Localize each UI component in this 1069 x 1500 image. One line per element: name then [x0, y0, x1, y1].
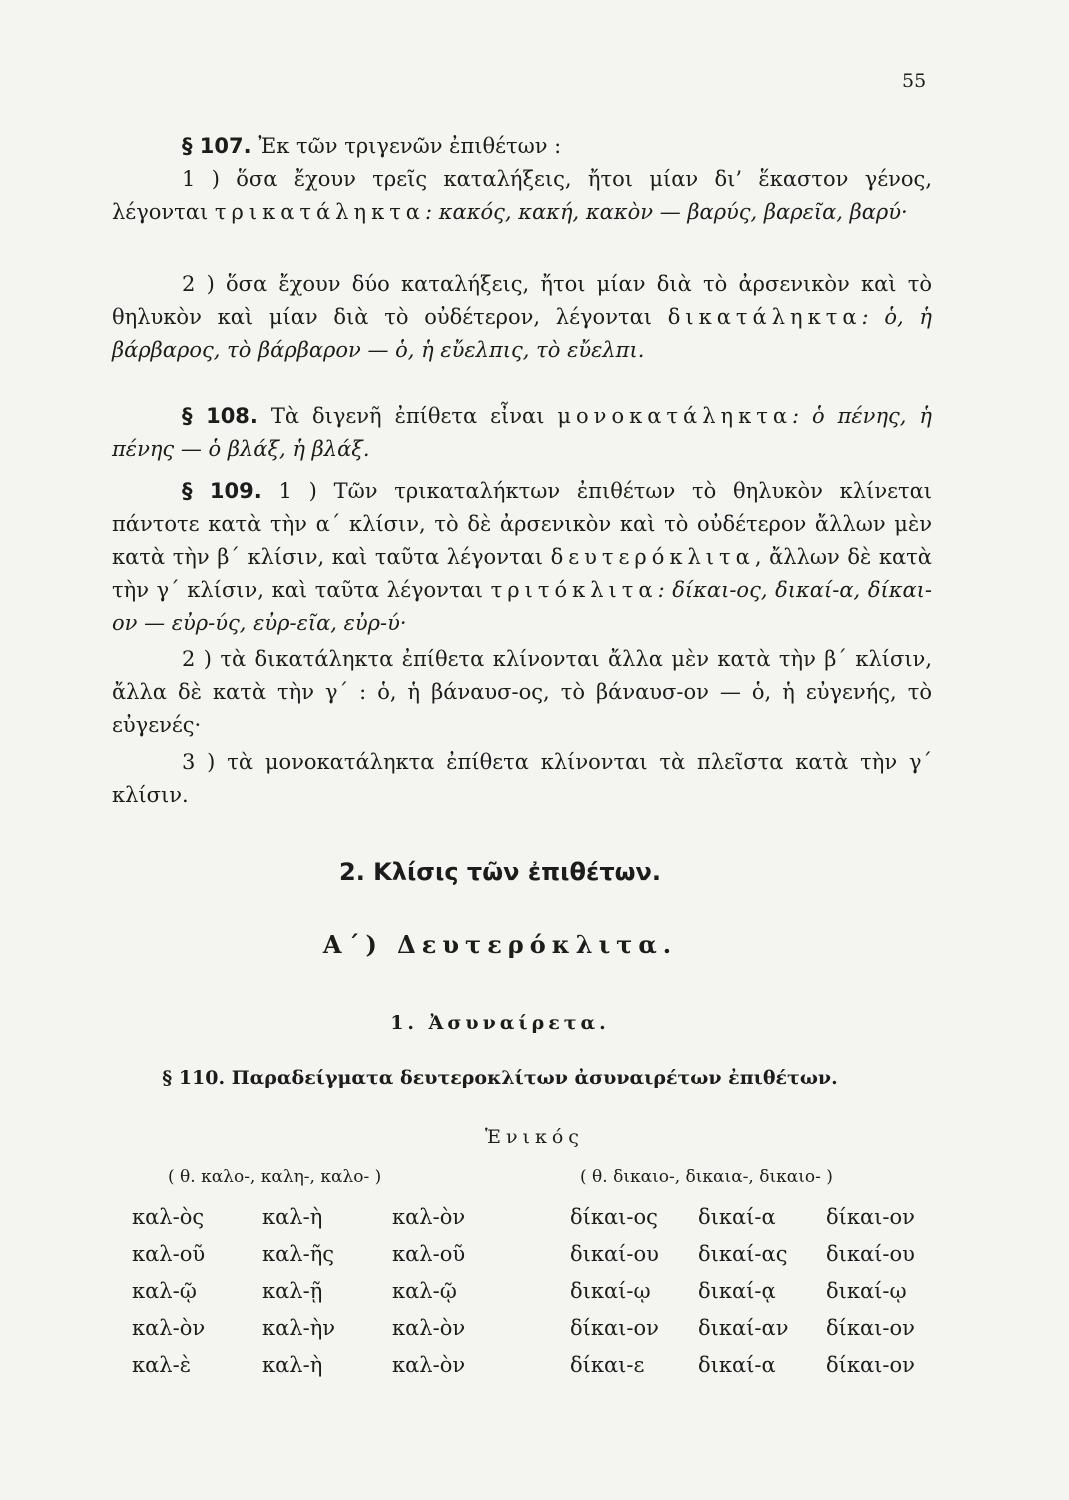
table-row — [570, 1346, 954, 1383]
table-row — [132, 1235, 522, 1272]
table-cell: καλ-ῷ — [392, 1278, 457, 1303]
section-109-item-2: 2 ) τὰ δικατάληκτα ἐπίθετα κλίνονται ἄλλα μὲν κατὰ τὴν β΄ κλίσιν, ἄλλα δὲ κατὰ τὴν γ΄ : ὁ, ἡ βάναυσ-ος, τὸ βάναυσ-ον — ὁ, ἡ εὐγενής, τὸ εὐγενές· — [112, 647, 932, 737]
table-cell: δίκαι-ε — [570, 1352, 645, 1377]
table-cell: καλ-ὴν — [262, 1315, 336, 1340]
table-row — [570, 1272, 954, 1309]
term-deuteroklita: δευτερόκλιτα — [550, 545, 755, 569]
table-row — [132, 1272, 522, 1309]
table-row — [132, 1309, 522, 1346]
table-cell: καλ-ὸν — [132, 1315, 206, 1340]
table-cell: καλ-ὴ — [262, 1352, 323, 1377]
table-cell: καλ-ῆς — [262, 1241, 335, 1266]
number-heading: Ἑνικός — [485, 1126, 584, 1148]
subchapter-heading: Α΄) Δευτερόκλιτα. — [322, 930, 678, 959]
chapter-heading: 2. Κλίσις τῶν ἐπιθέτων. — [339, 858, 661, 886]
table-cell: δικαί-ου — [826, 1241, 915, 1266]
section-number: § 107. — [182, 134, 252, 158]
table-row — [132, 1198, 522, 1235]
term-trikatalikta: τρικατάληκτα — [214, 200, 425, 224]
table-cell: δικαί-α — [698, 1352, 776, 1377]
table-cell: καλ-ὲ — [132, 1352, 191, 1377]
table-cell: δίκαι-ον — [826, 1352, 915, 1377]
subsection-heading: 1. Ἀσυναίρετα. — [390, 1012, 610, 1034]
section-107-item-2: 2 ) ὅσα ἔχουν δύο καταλήξεις, ἤτοι μίαν διὰ τὸ ἀρσενικὸν καὶ τὸ θηλυκὸν καὶ μίαν διὰ τὸ οὐδέτερον, λέγονται δικατάληκτα: ὁ, ἡ βάρβαρος, τὸ βάρβαρον — ὁ, ἡ εὔελπις, τὸ εὔελπι. — [112, 272, 932, 362]
table-row — [570, 1309, 954, 1346]
table-cell: καλ-ὸν — [392, 1352, 466, 1377]
table-cell: δικαί-ῳ — [570, 1278, 651, 1303]
stem-label-dikaios: ( θ. δικαιο-, δικαια-, δικαιο- ) — [580, 1167, 833, 1187]
table-cell: δικαί-ας — [698, 1241, 788, 1266]
table-row — [570, 1235, 954, 1272]
stem-label-kalos: ( θ. καλο-, καλη-, καλο- ) — [168, 1167, 382, 1187]
table-cell: δικαί-ου — [570, 1241, 659, 1266]
paradigm-table-dikaios — [570, 1198, 954, 1383]
section-107-intro: § 107. Ἐκ τῶν τριγενῶν ἐπιθέτων : — [182, 134, 562, 158]
section-number: § 109. — [182, 479, 262, 503]
table-cell: καλ-οῦ — [132, 1241, 206, 1266]
table-cell: καλ-ὸς — [132, 1204, 205, 1229]
table-cell: δικαί-α — [698, 1204, 776, 1229]
section-107-item-1: 1 ) ὅσα ἔχουν τρεῖς καταλήξεις, ἤτοι μίαν δι’ ἕκαστον γένος, λέγονται τρικατάληκτα: κακός, κακή, κακὸν — βαρύς, βαρεῖα, βαρύ· — [112, 167, 932, 224]
table-cell: δίκαι-ος — [570, 1204, 658, 1229]
table-cell: δικαί-ᾳ — [698, 1278, 776, 1303]
term-tritoklita: τριτόκλιτα — [490, 578, 658, 602]
table-cell: δικαί-αν — [698, 1315, 789, 1340]
paradigm-table-kalos — [132, 1198, 522, 1383]
table-cell: καλ-ὴ — [262, 1204, 323, 1229]
table-row — [570, 1198, 954, 1235]
page-number: 55 — [902, 70, 927, 92]
table-cell: δίκαι-ον — [826, 1204, 915, 1229]
section-109-item-1: § 109. 1 ) Τῶν τρικαταλήκτων ἐπιθέτων τὸ θηλυκὸν κλίνεται πάντοτε κατὰ τὴν α΄ κλίσιν, τὸ δὲ ἀρσενικὸν καὶ τὸ οὐδέτερον ἄλλων μὲν κατὰ τὴν β΄ κλίσιν, καὶ ταῦτα λέγονται δευτερόκλιτα, ἄλλων δὲ κατὰ τὴν γ΄ κλίσιν, καὶ ταῦτα λέγονται τριτόκλιτα: δίκαι-ος, δικαί-α, δίκαι-ον — εὐρ-ύς, εὐρ-εῖα, εὐρ-ύ· — [112, 479, 933, 635]
table-cell: δίκαι-ον — [570, 1315, 659, 1340]
table-cell: καλ-ῷ — [132, 1278, 197, 1303]
section-110-heading: § 110. Παραδείγματα δευτεροκλίτων ἀσυναιρέτων ἐπιθέτων. — [162, 1067, 838, 1089]
table-cell: δίκαι-ον — [826, 1315, 915, 1340]
section-109-item-3: 3 ) τὰ μονοκατάληκτα ἐπίθετα κλίνονται τὰ πλεῖστα κατὰ τὴν γ΄ κλίσιν. — [112, 750, 932, 807]
table-row — [132, 1346, 522, 1383]
table-cell: καλ-ὸν — [392, 1315, 466, 1340]
table-cell: καλ-οῦ — [392, 1241, 466, 1266]
section-number: § 108. — [182, 404, 258, 428]
table-cell: καλ-ῇ — [262, 1278, 323, 1303]
table-cell: δικαί-ῳ — [826, 1278, 907, 1303]
term-monokatalikta: μονοκατάληκτα — [557, 404, 793, 428]
section-108: § 108. Τὰ διγενῆ ἐπίθετα εἶναι μονοκατάληκτα: ὁ πένης, ἡ πένης — ὁ βλάξ, ἡ βλάξ. — [112, 404, 932, 461]
term-dikatalikta: δικατάληκτα — [667, 305, 862, 329]
table-cell: καλ-ὸν — [392, 1204, 466, 1229]
